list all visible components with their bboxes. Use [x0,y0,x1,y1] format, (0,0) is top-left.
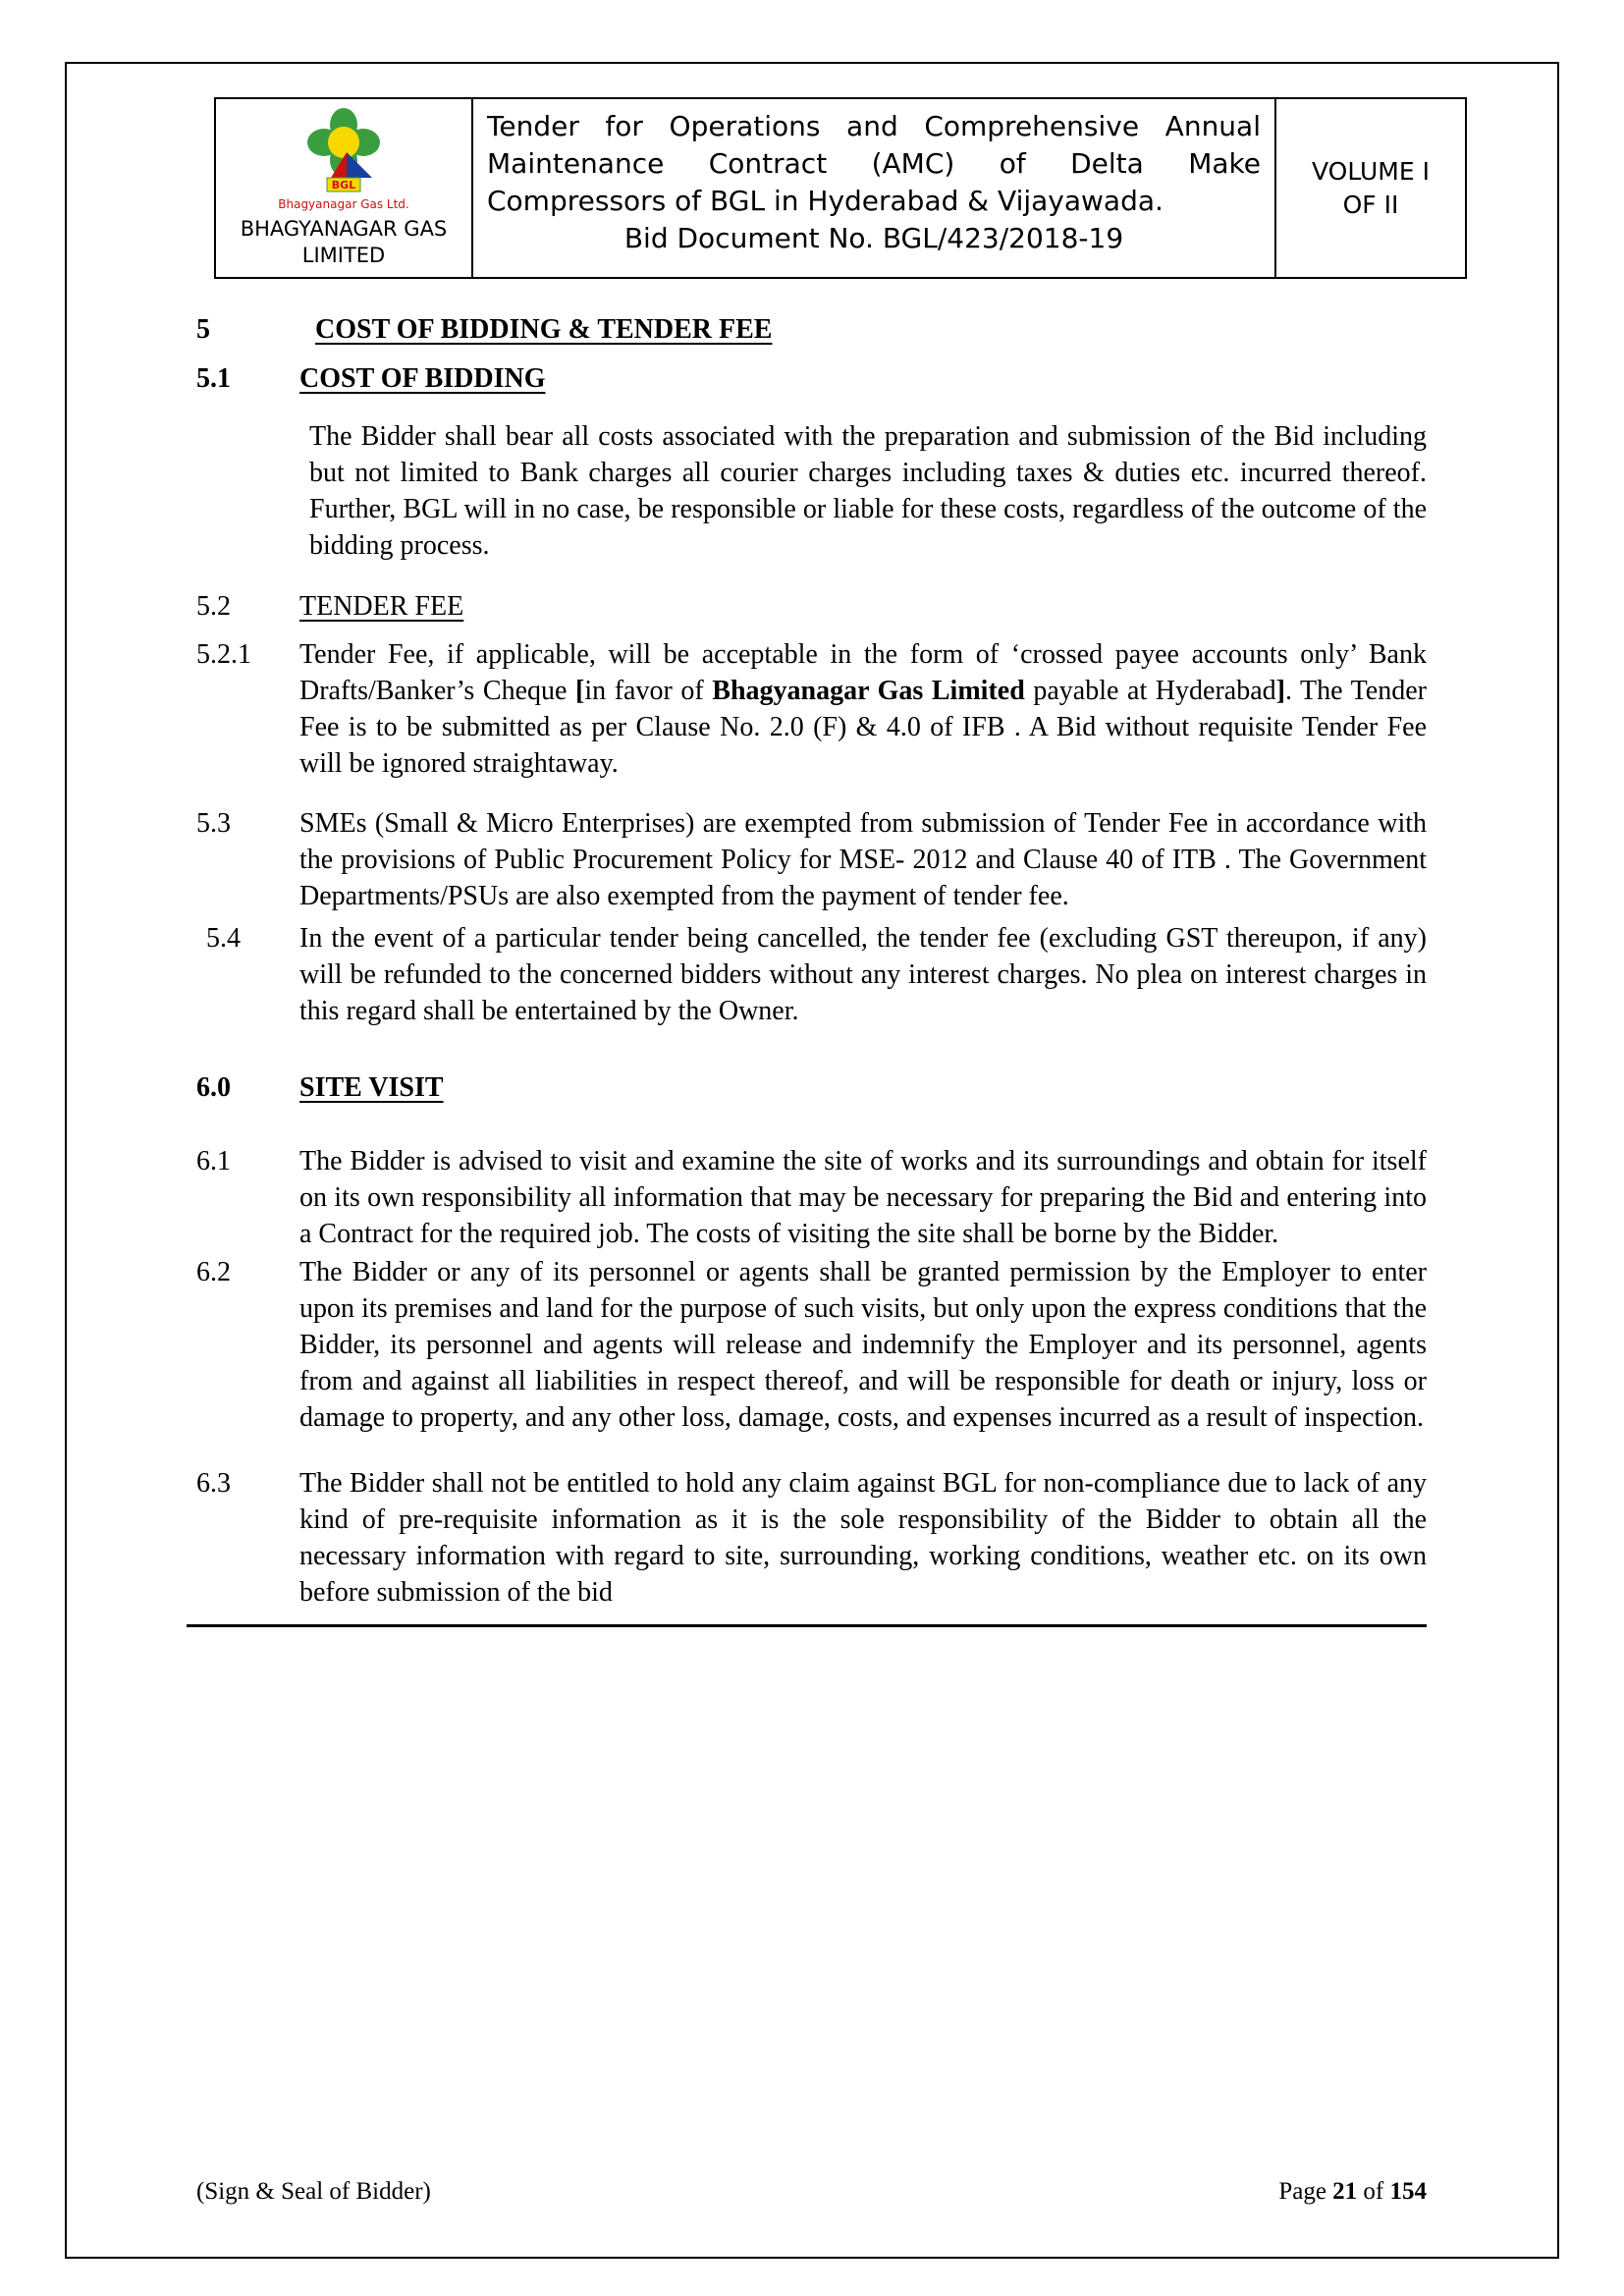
document-body [196,311,1427,1627]
org-name-line1: BHAGYANAGAR GAS [240,217,448,241]
paragraph-5-2-1-row [196,636,1427,782]
paragraph-5-1-row [196,418,1427,564]
text-run-bold: ] [1275,676,1285,706]
section-6-heading: SITE VISIT [299,1072,444,1103]
section-5-heading: COST OF BIDDING & TENDER FEE [315,314,773,345]
text-run: Tender Fee, if applicable, will be acceptable in the form of ‘crossed payee accounts only’ Bank Drafts/Banker’s Cheque [299,639,1427,706]
section-number: 5.3 [196,808,231,839]
page-footer [196,2178,1427,2206]
paragraph-5-4-row [196,920,1427,1029]
page-number [1278,2178,1427,2206]
header-table [214,97,1467,279]
paragraph-5-1: The Bidder shall bear all costs associated with the preparation and submission of the Bid including but not limited to Bank charges all courier charges including taxes & duties etc. incurred thereof. Further, BGL will in no case, be responsible or liable for these costs, regardless of the outcome of the bidding process. [309,421,1427,561]
volume-line1: VOLUME I [1311,156,1430,186]
section-5-1-heading: COST OF BIDDING [299,363,546,394]
paragraph-5-3: SMEs (Small & Micro Enterprises) are exempted from submission of Tender Fee in accordance with the provisions of Public Procurement Policy for MSE- 2012 and Clause 40 of ITB . The Government Departments/PSUs are also exempted from the payment of tender fee. [299,808,1427,911]
section-number: 5.2 [196,591,231,622]
volume-line2: OF II [1342,190,1399,219]
text-run-bold: [ [575,676,585,706]
paragraph-6-3-row [196,1465,1427,1611]
page-current: 21 [1332,2178,1358,2205]
section-end-rule [187,1624,1427,1627]
section-number: 6.2 [196,1257,231,1287]
section-5-2-heading: TENDER FEE [299,591,464,622]
section-number: 6.0 [196,1072,231,1103]
page-word: Page [1278,2178,1333,2205]
text-run-bold: Bhagyanagar Gas Limited [712,676,1025,706]
section-5-heading-row [196,311,1427,348]
section-number: 5 [196,314,210,345]
svg-text:BGL: BGL [331,179,356,191]
section-5-1-heading-row [196,360,1427,397]
text-run: . The Tender Fee is to be submitted as per Clause No. 2.0 (F) & 4.0 of IFB . A Bid without requisite Tender Fee will be ignored straightaway. [299,676,1427,779]
sign-seal-note: (Sign & Seal of Bidder) [196,2178,431,2205]
text-run: in favor of [584,676,713,706]
paragraph-6-1: The Bidder is advised to visit and examine the site of works and its surroundings and obtain for itself on its own responsibility all information that may be necessary for preparing the Bid and entering into a Contract for the required job. The costs of visiting the site shall be borne by the Bidder. [299,1146,1427,1249]
of-word: of [1357,2178,1390,2205]
org-name [241,216,448,269]
header-logo-cell [216,99,473,277]
bid-document-number: Bid Document No. BGL/423/2018-19 [623,222,1124,254]
section-number: 5.1 [196,363,231,394]
paragraph-6-3: The Bidder shall not be entitled to hold any claim against BGL for non-compliance due to lack of any kind of pre-requisite information as it is the sole responsibility of the Bidder to obtain all the necessary information with regard to site, surrounding, working conditions, weather etc. on its own before submission of the bid [299,1468,1427,1608]
volume-cell [1276,99,1465,277]
bgl-logo-icon [270,107,417,201]
section-6-heading-row [196,1069,1427,1106]
section-number: 5.2.1 [196,639,251,670]
section-number: 6.3 [196,1468,231,1499]
page-border-frame [65,62,1559,2259]
paragraph-5-4: In the event of a particular tender being cancelled, the tender fee (excluding GST thereupon, if any) will be refunded to the concerned bidders without any interest charges. No plea on interest charges in this regard shall be entertained by the Owner. [299,923,1427,1026]
paragraph-5-3-row [196,805,1427,914]
paragraph-6-2-row [196,1254,1427,1436]
page-total: 154 [1389,2178,1427,2205]
section-number: 5.4 [206,923,241,954]
section-5-2-heading-row [196,588,1427,625]
paragraph-6-1-row [196,1143,1427,1252]
tender-title: Tender for Operations and Comprehensive Annual Maintenance Contract (AMC) of Delta Make Compressors of BGL in Hyderabad & Vijayawada. [487,110,1261,217]
paragraph-5-2-1 [299,636,1427,782]
org-name-line2: LIMITED [301,244,386,267]
logo-caption: Bhagyanagar Gas Ltd. [278,197,409,211]
header-title-cell [473,99,1276,277]
section-number: 6.1 [196,1146,231,1176]
text-run: payable at Hyderabad [1024,676,1276,706]
paragraph-6-2: The Bidder or any of its personnel or agents shall be granted permission by the Employer to enter upon its premises and land for the purpose of such visits, but only upon the express conditions that the Bidder, its personnel and agents will release and indemnify the Employer and its personnel, agents from and against all liabilities in respect thereof, and will be responsible for death or injury, loss or damage to property, and any other loss, damage, costs, and expenses incurred as a result of inspection. [299,1257,1427,1433]
